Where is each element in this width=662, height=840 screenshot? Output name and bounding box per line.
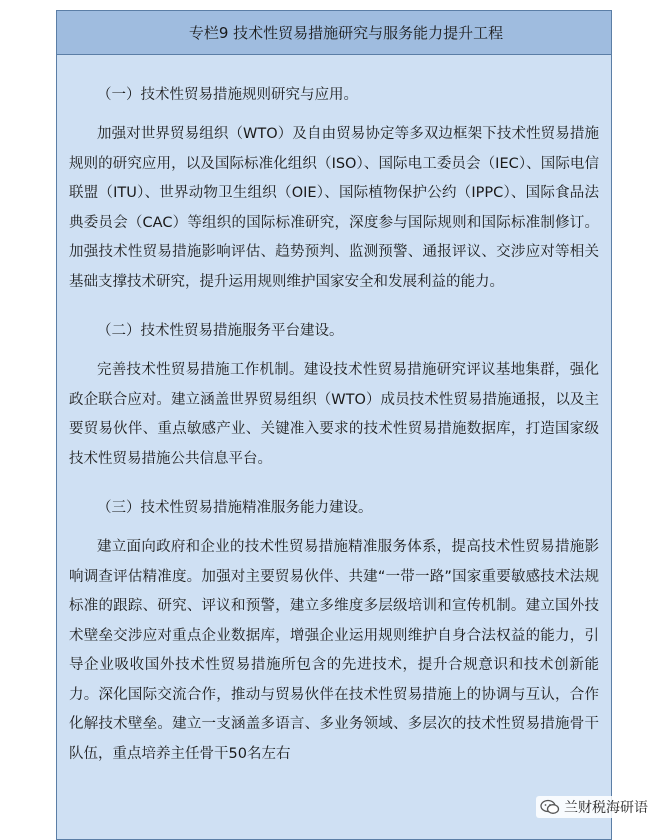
section-paragraph: 建立面向政府和企业的技术性贸易措施精准服务体系，提高技术性贸易措施影响调查评估精准度。加强对主要贸易伙伴、共建“一带一路”国家重要敏感技术法规标准的跟踪、研究、评议和预警，建立多维度多层级培训和宣传机制。建立国外技术壁垒交涉应对重点企业数据库，增强企业运用规则维护自身合法权益的能力，引导企业吸收国外技术性贸易措施所包含的先进技术，提升合规意识和技术创新能力。深化国际交流合作，推动与贸易伙伴在技术性贸易措施上的协调与互认，合作化解技术壁垒。建立一支涵盖多语言、多业务领域、多层次的技术性贸易措施骨干队伍，重点培养主任骨干50名左右: [69, 539, 599, 762]
section-heading: （二）技术性贸易措施服务平台建设。: [97, 323, 344, 339]
source-watermark: [536, 796, 652, 818]
wechat-icon: [540, 799, 560, 815]
column-content: [57, 55, 611, 769]
section-paragraph: 完善技术性贸易措施工作机制。建设技术性贸易措施研究评议基地集群，强化政企联合应对。建立涵盖世界贸易组织（WTO）成员技术性贸易措施通报，以及主要贸易伙伴、重点敏感产业、关键准入要求的技术性贸易措施数据库，打造国家级技术性贸易措施公共信息平台。: [69, 362, 599, 467]
column-box: [56, 10, 612, 840]
watermark-text: 兰财税海研语: [564, 800, 648, 816]
section-paragraph: 加强对世界贸易组织（WTO）及自由贸易协定等多双边框架下技术性贸易措施规则的研究应用，以及国际标准化组织（ISO）、国际电工委员会（IEC）、国际电信联盟（ITU）、世界动物卫生组织（OIE）、国际植物保护公约（IPPC）、国际食品法典委员会（CAC）等组织的国际标准研究，深度参与国际规则和国际标准制修订。加强技术性贸易措施影响评估、趋势预判、监测预警、通报评议、交涉应对等相关基础支撑技术研究，提升运用规则维护国家安全和发展利益的能力。: [69, 126, 599, 290]
section-heading: （三）技术性贸易措施精准服务能力建设。: [97, 500, 373, 516]
section-heading: （一）技术性贸易措施规则研究与应用。: [97, 87, 358, 103]
column-title: 专栏9 技术性贸易措施研究与服务能力提升工程: [57, 11, 611, 55]
